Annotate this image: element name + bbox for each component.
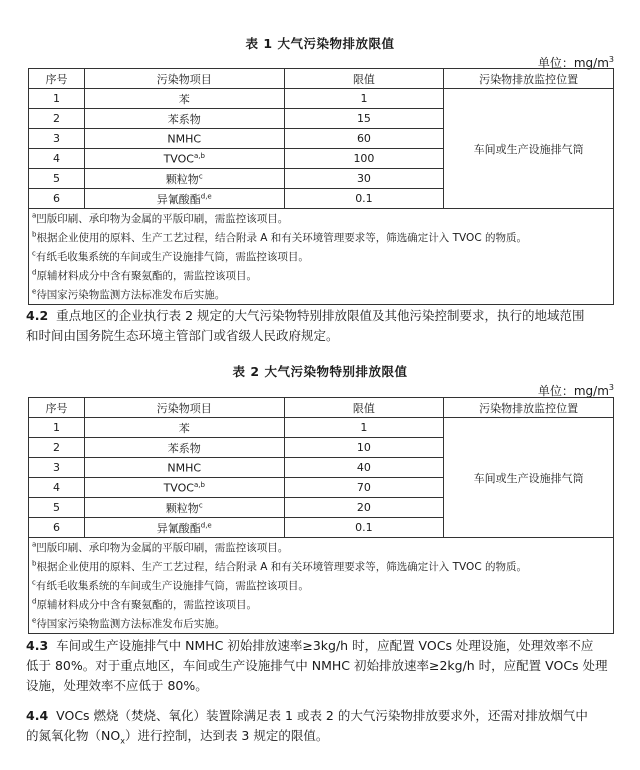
row-no: 3	[29, 458, 85, 478]
paragraph-4-2: 4.2 重点地区的企业执行表 2 规定的大气污染物特别排放限值及其他污染控制要求，执行的地域范围 和时间由国务院生态环境主管部门或省级人民政府规定。	[26, 308, 585, 343]
table1-unit: 单位：$mg/m^3$	[537, 55, 614, 70]
table-note: $^b$根据企业使用的原料、生产工艺过程，结合附录 A 和有关环境管理要求等，筛选确定计入 TVOC 的物质。	[29, 228, 614, 247]
header-limit: 限值	[284, 69, 444, 89]
table-note: $^c$有纸毛收集系统的车间或生产设施排气筒，需监控该项目。	[29, 247, 614, 266]
row-location: 车间或生产设施排气筒	[444, 418, 614, 538]
paragraph-4-4: 4.4 VOCs 燃烧（焚烧、氧化）装置除满足表 1 或表 2 的大气污染物排放要求外，还需对排放烟气中 的氮氧化物$(NO_x)$进行控制，达到表 3 规定的限值。	[26, 708, 588, 746]
table-note: $^a$凹版印刷、承印物为金属的平版印刷，需监控该项目。	[29, 538, 614, 558]
row-item: NMHC	[84, 458, 284, 478]
row-no: 4	[29, 478, 85, 498]
row-no: 3	[29, 129, 85, 149]
header-item: 污染物项目	[84, 69, 284, 89]
header-location: 污染物排放监控位置	[444, 69, 614, 89]
table-row	[29, 418, 614, 438]
row-no: 1	[29, 89, 85, 109]
paragraph-4-3: 4.3 车间或生产设施排气中 NMHC 初始排放速率≥3kg/h 时，应配置 VOCs 处理设施，处理效率不应 低于 80%。对于重点地区，车间或生产设施排气中 NMHC 初始排放速率≥2kg/h 时，应配置 VOCs 处理 设施，处理效率不应低于 80%。	[26, 638, 608, 693]
row-limit: 40	[284, 458, 444, 478]
table-note: $^e$待国家污染物监测方法标准发布后实施。	[29, 614, 614, 634]
table-row	[29, 89, 614, 109]
table-note: $^b$根据企业使用的原料、生产工艺过程，结合附录 A 和有关环境管理要求等，筛选确定计入 TVOC 的物质。	[29, 557, 614, 576]
header-location: 污染物排放监控位置	[444, 398, 614, 418]
row-item: TVOC$^{a,b}$	[84, 478, 284, 498]
row-no: 1	[29, 418, 85, 438]
row-item: 异氰酸酯$^{d,e}$	[84, 189, 284, 209]
table-note: $^d$原辅材料成分中含有聚氨酯的，需监控该项目。	[29, 595, 614, 614]
row-no: 5	[29, 169, 85, 189]
row-item: NMHC	[84, 129, 284, 149]
row-item: 异氰酸酯$^{d,e}$	[84, 518, 284, 538]
table1-header-row	[29, 69, 614, 89]
header-no: 序号	[29, 69, 85, 89]
row-limit: 30	[284, 169, 444, 189]
row-limit: 1	[284, 89, 444, 109]
table1	[28, 68, 614, 305]
table-note: $^c$有纸毛收集系统的车间或生产设施排气筒，需监控该项目。	[29, 576, 614, 595]
row-limit: 10	[284, 438, 444, 458]
header-limit: 限值	[284, 398, 444, 418]
header-no: 序号	[29, 398, 85, 418]
table-note: $^a$凹版印刷、承印物为金属的平版印刷，需监控该项目。	[29, 209, 614, 229]
row-item: 苯系物	[84, 109, 284, 129]
row-limit: 0.1	[284, 518, 444, 538]
table2-caption: 表 2 大气污染物特别排放限值	[232, 364, 408, 379]
table2	[28, 397, 614, 634]
row-limit: 20	[284, 498, 444, 518]
row-limit: 0.1	[284, 189, 444, 209]
row-no: 5	[29, 498, 85, 518]
row-no: 2	[29, 109, 85, 129]
row-no: 2	[29, 438, 85, 458]
row-item: 苯	[84, 89, 284, 109]
row-item: TVOC$^{a,b}$	[84, 149, 284, 169]
table-note: $^d$原辅材料成分中含有聚氨酯的，需监控该项目。	[29, 266, 614, 285]
row-limit: 60	[284, 129, 444, 149]
table2-header-row	[29, 398, 614, 418]
row-no: 6	[29, 189, 85, 209]
row-no: 6	[29, 518, 85, 538]
row-location: 车间或生产设施排气筒	[444, 89, 614, 209]
row-limit: 100	[284, 149, 444, 169]
table2-unit: 单位：$mg/m^3$	[537, 383, 614, 398]
table-note: $^e$待国家污染物监测方法标准发布后实施。	[29, 285, 614, 305]
row-no: 4	[29, 149, 85, 169]
header-item: 污染物项目	[84, 398, 284, 418]
row-item: 苯系物	[84, 438, 284, 458]
row-item: 颗粒物$^c$	[84, 169, 284, 189]
row-limit: 15	[284, 109, 444, 129]
row-limit: 70	[284, 478, 444, 498]
row-item: 苯	[84, 418, 284, 438]
table1-caption: 表 1 大气污染物排放限值	[245, 36, 395, 51]
row-limit: 1	[284, 418, 444, 438]
row-item: 颗粒物$^c$	[84, 498, 284, 518]
